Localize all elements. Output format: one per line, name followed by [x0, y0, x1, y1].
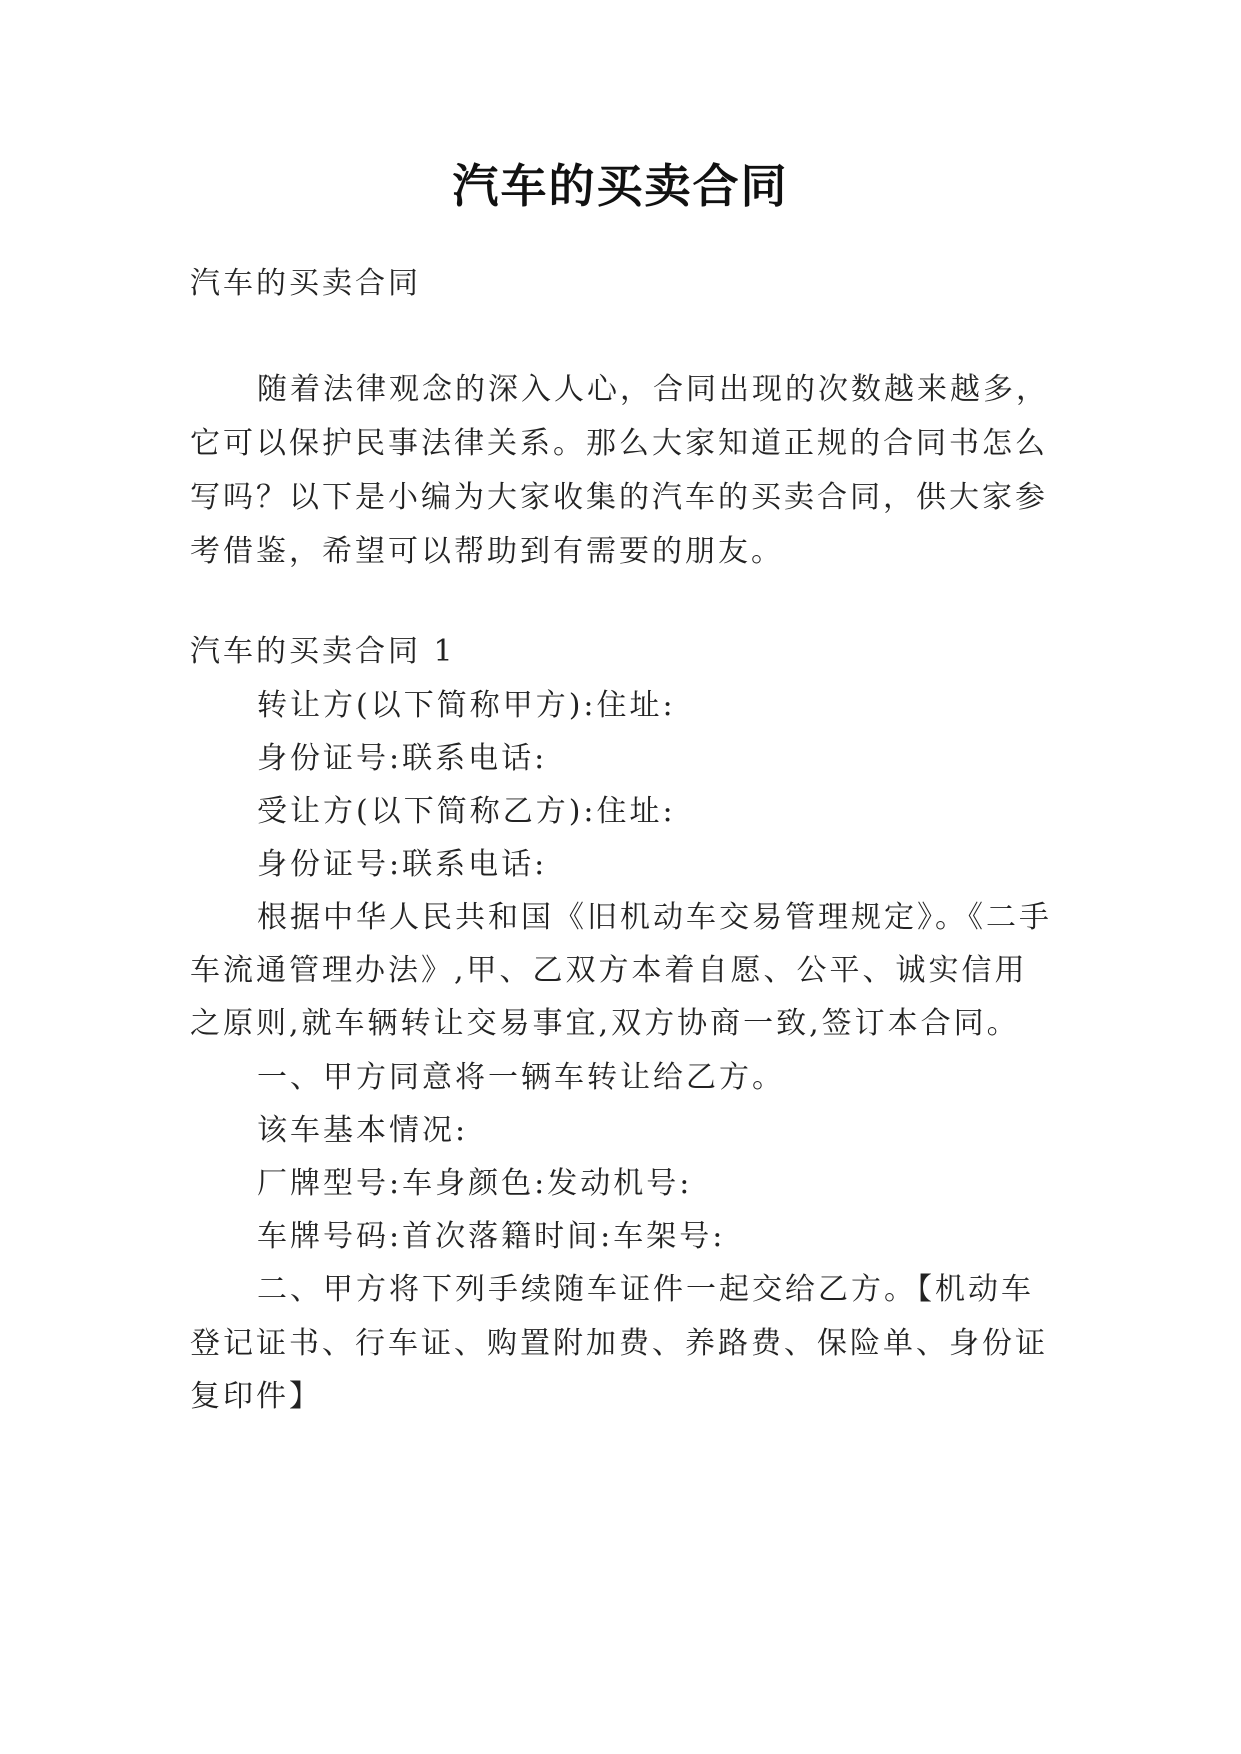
clause-2-line-2: 登记证书、行车证、购置附加费、养路费、保险单、身份证	[190, 1326, 1048, 1361]
intro-line-3: 写吗？以下是小编为大家收集的汽车的买卖合同，供大家参	[190, 480, 1048, 515]
party-b-id: 身份证号:联系电话:	[257, 847, 548, 882]
intro-line-2: 它可以保护民事法律关系。那么大家知道正规的合同书怎么	[190, 426, 1048, 461]
party-a-address: 转让方(以下简称甲方):住址:	[257, 688, 676, 723]
clause-2-line-3: 复印件】	[190, 1379, 322, 1414]
section-title: 汽车的买卖合同 1	[190, 634, 456, 669]
vehicle-heading: 该车基本情况:	[257, 1113, 469, 1148]
vehicle-line-1: 厂牌型号:车身颜色:发动机号:	[257, 1166, 693, 1201]
party-a-id: 身份证号:联系电话:	[257, 741, 548, 776]
intro-line-1: 随着法律观念的深入人心，合同出现的次数越来越多，	[257, 372, 1049, 407]
intro-line-4: 考借鉴，希望可以帮助到有需要的朋友。	[190, 534, 784, 569]
basis-line-1: 根据中华人民共和国《旧机动车交易管理规定》。《二手	[257, 900, 1052, 935]
vehicle-line-2: 车牌号码:首次落籍时间:车架号:	[257, 1219, 726, 1254]
basis-line-2: 车流通管理办法》,甲、乙双方本着自愿、公平、诚实信用	[190, 953, 1028, 988]
basis-line-3: 之原则,就车辆转让交易事宜,双方协商一致,签订本合同。	[190, 1006, 1020, 1041]
document-subtitle: 汽车的买卖合同	[190, 266, 421, 301]
clause-2-line-1: 二、甲方将下列手续随车证件一起交给乙方。【机动车	[257, 1272, 1034, 1307]
party-b-address: 受让方(以下简称乙方):住址:	[257, 794, 676, 829]
clause-1: 一、甲方同意将一辆车转让给乙方。	[257, 1060, 785, 1095]
document-title: 汽车的买卖合同	[452, 159, 789, 213]
